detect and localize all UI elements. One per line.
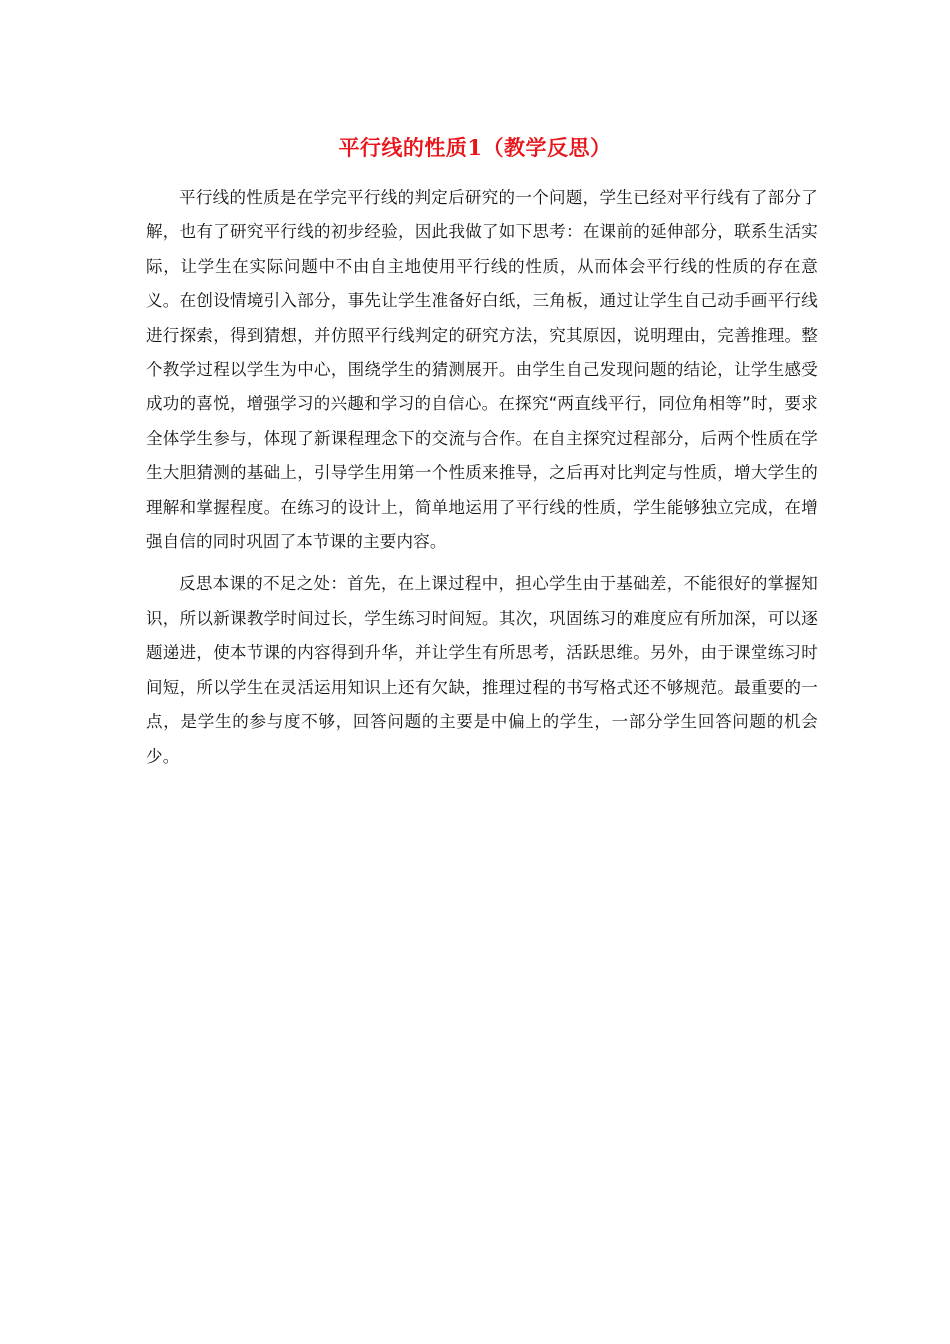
body-paragraph-2: 反思本课的不足之处：首先，在上课过程中，担心学生由于基础差，不能很好的掌握知识，所以新课教学时间过长，学生练习时间短。其次，巩固练习的难度应有所加深，可以逐题递进，使本节课的内容得到升华，并让学生有所思考，活跃思维。另外，由于课堂练习时间短，所以学生在灵活运用知识上还有欠缺，推理过程的书写格式还不够规范。最重要的一点，是学生的参与度不够，回答问题的主要是中偏上的学生，一部分学生回答问题的机会少。 — [146, 574, 818, 766]
body-paragraph-1: 平行线的性质是在学完平行线的判定后研究的一个问题，学生已经对平行线有了部分了解，也有了研究平行线的初步经验，因此我做了如下思考：在课前的延伸部分，联系生活实际，让学生在实际问题中不由自主地使用平行线的性质，从而体会平行线的性质的存在意义。在创设情境引入部分，事先让学生准备好白纸，三角板，通过让学生自己动手画平行线进行探索，得到猜想，并仿照平行线判定的研究方法，究其原因，说明理由，完善推理。整个教学过程以学生为中心，围绕学生的猜测展开。由学生自己发现问题的结论，让学生感受成功的喜悦，增强学习的兴趣和学习的自信心。在探究“两直线平行，同位角相等”时，要求全体学生参与，体现了新课程理念下的交流与合作。在自主探究过程部分，后两个性质在学生大胆猜测的基础上，引导学生用第一个性质来推导，之后再对比判定与性质，增大学生的理解和掌握程度。在练习的设计上，简单地运用了平行线的性质，学生能够独立完成，在增强自信的同时巩固了本节课的主要内容。 — [146, 188, 818, 552]
document-title: 平行线的性质1（教学反思） — [338, 135, 612, 160]
document-body — [146, 181, 818, 774]
